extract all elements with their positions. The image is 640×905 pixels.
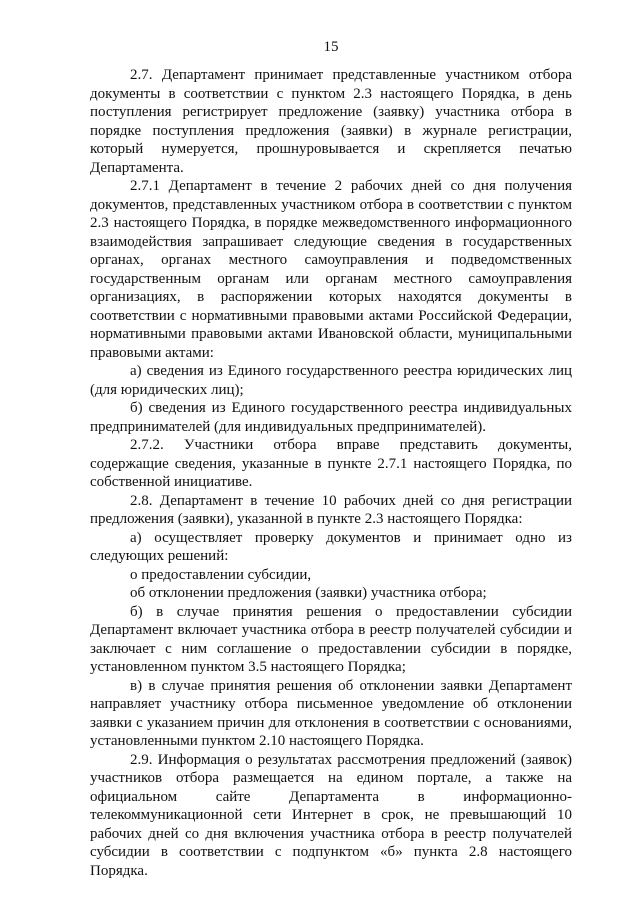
paragraph-2-8: 2.8. Департамент в течение 10 рабочих дней со дня регистрации предложения (заявки), указанной в пункте 2.3 настоящего Порядка:	[90, 492, 572, 527]
paragraph-2-7-1: 2.7.1 Департамент в течение 2 рабочих дней со дня получения документов, представленных участником отбора в соответствии с пунктом 2.3 настоящего Порядка, в порядке межведомственного информационного взаимодействия запрашивает следующие сведения в государственных органах, органах местного самоуправления и подведомственных государственным органам или органам местного самоуправления организациях, в распоряжении которых находятся документы в соответствии с нормативными правовыми актами Российской Федерации, нормативными правовыми актами Ивановской области, муниципальными правовыми актами:	[90, 178, 572, 361]
list-item-b-include-in-registry: б) в случае принятия решения о предоставлении субсидии Департамент включает участника отбора в реестр получателей субсидии и заключает с ним соглашение о предоставлении субсидии в порядке, установленном пунктом 3.5 настоящего Порядка;	[90, 603, 572, 675]
paragraph-2-7-2: 2.7.2. Участники отбора вправе представить документы, содержащие сведения, указанные в пункте 2.7.1 настоящего Порядка, по собственной инициативе.	[90, 437, 572, 490]
paragraph-2-9: 2.9. Информация о результатах рассмотрения предложений (заявок) участников отбора размещается на едином портале, а также на официальном сайте Департамента в информационно-телекоммуникационной сети Интернет в срок, не превышающий 10 рабочих дней со дня включения участника отбора в реестр получателей субсидии в соответствии с подпунктом «б» пункта 2.8 настоящего Порядка.	[90, 751, 572, 879]
decision-reject-application: об отклонении предложения (заявки) участника отбора;	[130, 585, 487, 601]
list-item-a-check-documents: а) осуществляет проверку документов и принимает одно из следующих решений:	[90, 529, 572, 564]
paragraph-2-7: 2.7. Департамент принимает представленные участником отбора документы в соответствии с пунктом 2.3 настоящего Порядка, в день поступления регистрирует предложение (заявку) участника отбора в порядке поступления предложения (заявки) в журнале регистрации, который нумеруется, прошнуровывается и скрепляется печатью Департамента.	[90, 67, 572, 176]
list-item-a-legal-entities: а) сведения из Единого государственного реестра юридических лиц (для юридических лиц);	[90, 363, 572, 398]
list-item-v-rejection-notice: в) в случае принятия решения об отклонении заявки Департамент направляет участнику отбора письменное уведомление об отклонении заявки с указанием причин для отклонения в соответствии с основаниями, установленными пунктом 2.10 настоящего Порядка.	[90, 677, 572, 749]
decision-grant-subsidy: о предоставлении субсидии,	[130, 566, 312, 583]
list-item-b-entrepreneurs: б) сведения из Единого государственного реестра индивидуальных предпринимателей (для индивидуальных предпринимателей).	[90, 400, 572, 435]
page-number: 15	[323, 39, 339, 55]
document-body	[90, 66, 572, 880]
